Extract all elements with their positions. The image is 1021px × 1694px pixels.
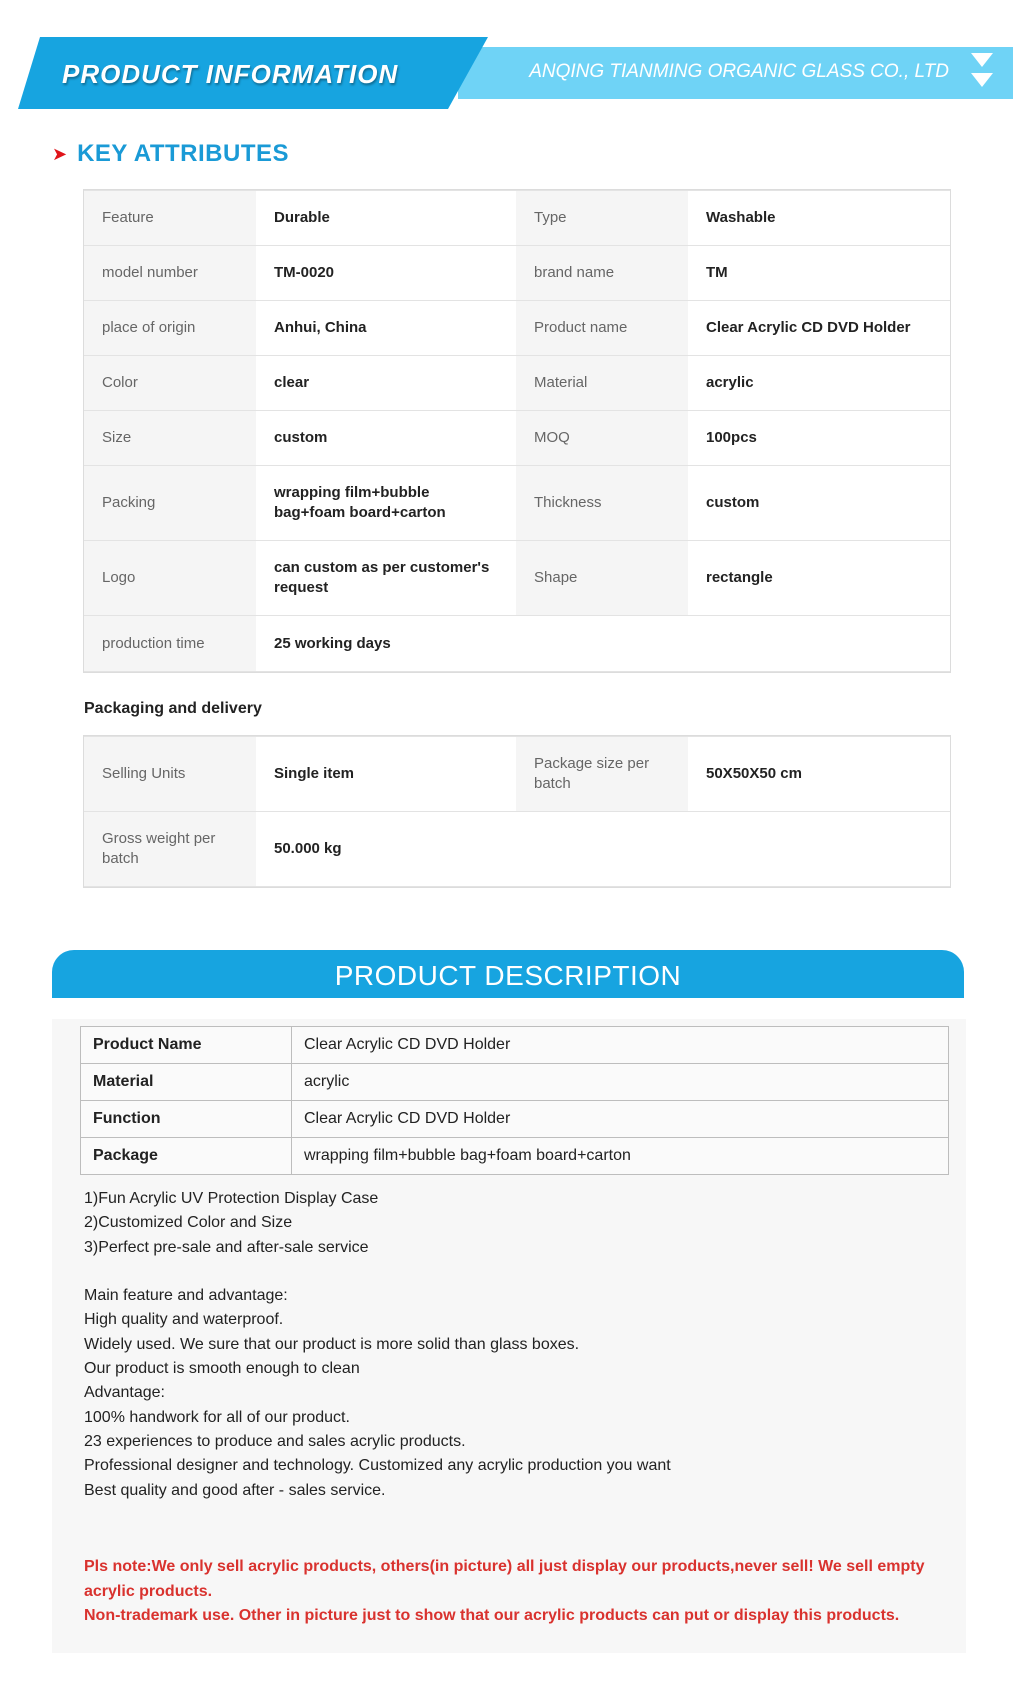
table-row [84,616,950,672]
description-line: Main feature and advantage: [84,1287,288,1305]
product-description-title: PRODUCT DESCRIPTION [334,960,682,991]
company-name: ANQING TIANMING ORGANIC GLASS CO., LTD [529,61,949,82]
attr-value: Washable [688,191,950,246]
table-row [84,737,950,812]
attr-key: Product name [516,301,688,356]
spec-value: Clear Acrylic CD DVD Holder [292,1027,949,1064]
page-title: PRODUCT INFORMATION [62,59,399,89]
attr-key: Packing [84,466,256,541]
description-line: 100% handwork for all of our product. [84,1408,350,1426]
product-description-bar [52,950,964,998]
attr-key: Type [516,191,688,246]
attr-empty [688,812,950,887]
spec-key: Material [81,1064,292,1101]
attr-key: Package size per batch [516,737,688,812]
table-row [81,1064,949,1101]
attr-value: Clear Acrylic CD DVD Holder [688,301,950,356]
chevron-down-icon [971,53,993,67]
attr-value: Anhui, China [256,301,516,356]
table-row [84,301,950,356]
attr-value: TM [688,246,950,301]
spec-key: Function [81,1101,292,1138]
spec-key: Package [81,1138,292,1175]
packaging-table [84,736,950,887]
description-line: Advantage: [84,1384,165,1402]
attr-key: Size [84,411,256,466]
attr-empty [516,812,688,887]
description-line: Widely used. We sure that our product is more solid than glass boxes. [84,1335,580,1353]
chevron-down-icon [971,73,993,87]
attr-key: Shape [516,541,688,616]
product-description-panel [52,1019,966,1653]
spec-value: wrapping film+bubble bag+foam board+carton [292,1138,949,1175]
description-line: Professional designer and technology. Customized any acrylic production you want [84,1457,671,1475]
attr-key: Thickness [516,466,688,541]
attr-empty [516,616,688,672]
table-row [84,812,950,887]
note-line: Non-trademark use. Other in picture just to show that our acrylic products can put or display this products. [84,1607,900,1624]
key-attributes-table [84,190,950,672]
table-row [84,411,950,466]
attr-value: rectangle [688,541,950,616]
attr-key: Color [84,356,256,411]
attr-value: acrylic [688,356,950,411]
arrow-right-icon: ➤ [52,143,68,164]
spec-value: acrylic [292,1064,949,1101]
attr-key: Selling Units [84,737,256,812]
attr-value: Single item [256,737,516,812]
attr-value: 100pcs [688,411,950,466]
description-line: High quality and waterproof. [84,1311,284,1329]
table-row [84,541,950,616]
description-line: 2)Customized Color and Size [84,1214,293,1232]
description-line: Best quality and good after - sales service. [84,1481,386,1499]
table-row [84,246,950,301]
attr-key: production time [84,616,256,672]
spec-value: Clear Acrylic CD DVD Holder [292,1101,949,1138]
note-line: Pls note:We only sell acrylic products, others(in picture) all just display our products,never sell! We sell empty acrylic products. [84,1558,925,1600]
description-line: 3)Perfect pre-sale and after-sale service [84,1238,369,1256]
packaging-heading: Packaging and delivery [84,700,262,717]
attr-value: 50.000 kg [256,812,516,887]
attr-value: 25 working days [256,616,516,672]
attr-key: place of origin [84,301,256,356]
attr-value: custom [256,411,516,466]
attr-key: model number [84,246,256,301]
attr-value: 50X50X50 cm [688,737,950,812]
description-line [84,1260,671,1284]
table-row [81,1027,949,1064]
description-line: 23 experiences to produce and sales acrylic products. [84,1432,466,1450]
attr-key: Gross weight per batch [84,812,256,887]
attr-key: Material [516,356,688,411]
attr-value: can custom as per customer's request [256,541,516,616]
attr-key: brand name [516,246,688,301]
attr-value: Durable [256,191,516,246]
attr-value: TM-0020 [256,246,516,301]
table-row [84,466,950,541]
attr-value: clear [256,356,516,411]
spec-key: Product Name [81,1027,292,1064]
table-row [81,1138,949,1175]
description-text [84,1187,671,1503]
spec-table [80,1026,949,1175]
header-banner [18,37,1013,109]
table-row [84,191,950,246]
attr-empty [688,616,950,672]
table-row [81,1101,949,1138]
description-line: 1)Fun Acrylic UV Protection Display Case [84,1190,379,1207]
attr-value: custom [688,466,950,541]
attr-key: Logo [84,541,256,616]
note-text [84,1555,934,1629]
attr-value: wrapping film+bubble bag+foam board+carton [256,466,516,541]
attr-key: Feature [84,191,256,246]
key-attributes-title: KEY ATTRIBUTES [77,140,289,167]
attr-key: MOQ [516,411,688,466]
key-attributes-heading [52,140,289,168]
table-row [84,356,950,411]
description-line: Our product is smooth enough to clean [84,1360,360,1378]
